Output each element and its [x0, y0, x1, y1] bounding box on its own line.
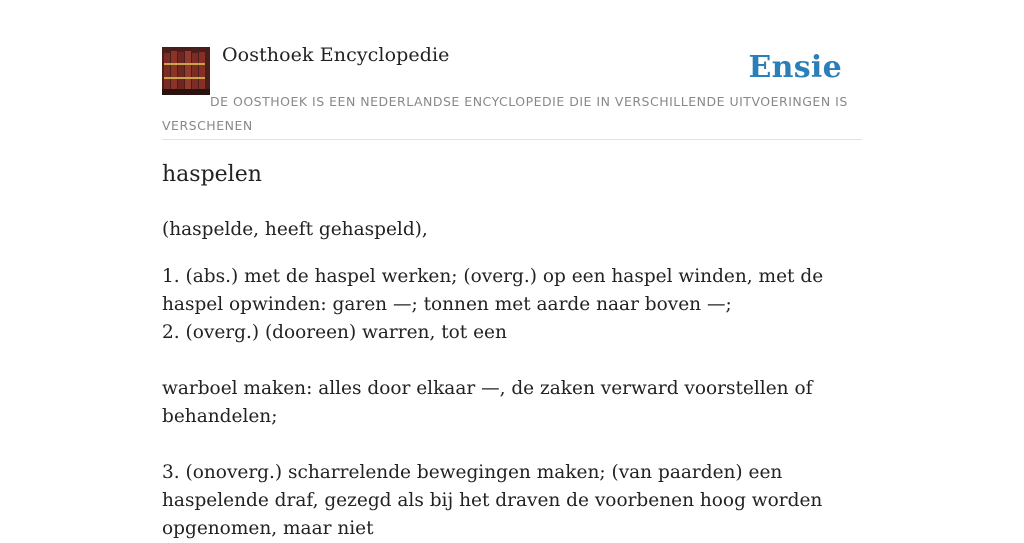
paragraph-gap — [162, 431, 862, 459]
publication-header — [162, 0, 862, 140]
paragraph-gap — [162, 244, 862, 263]
entry-title: haspelen — [162, 162, 262, 187]
entry-content — [162, 216, 862, 543]
brand-logo[interactable]: Ensie — [748, 50, 842, 85]
definition-line-1: 1. (abs.) met de haspel werken; (overg.) op een haspel winden, met de haspel opwinden: garen —; tonnen met aarde naar boven —; — [162, 266, 824, 315]
publication-name[interactable]: Oosthoek Encyclopedie — [222, 44, 450, 66]
definition-line-4: 3. (onoverg.) scharrelende bewegingen maken; (van paarden) een haspelende draf, gezegd als bij het draven de voorbenen hoog worden opgenomen, maar niet — [162, 462, 823, 539]
encyclopedia-books-icon[interactable] — [162, 47, 210, 95]
definition-line-3: warboel maken: alles door elkaar —, de zaken verward voorstellen of behandelen; — [162, 378, 813, 427]
main-container — [162, 0, 862, 539]
definition-line-2: 2. (overg.) (dooreen) warren, tot een — [162, 322, 507, 343]
entry-forms: (haspelde, heeft gehaspeld), — [162, 219, 428, 240]
publication-tagline: DE OOSTHOEK IS EEN NEDERLANDSE ENCYCLOPEDIE DIE IN VERSCHILLENDE UITVOERINGEN IS VERSCHENEN — [162, 94, 848, 133]
paragraph-gap — [162, 347, 862, 375]
